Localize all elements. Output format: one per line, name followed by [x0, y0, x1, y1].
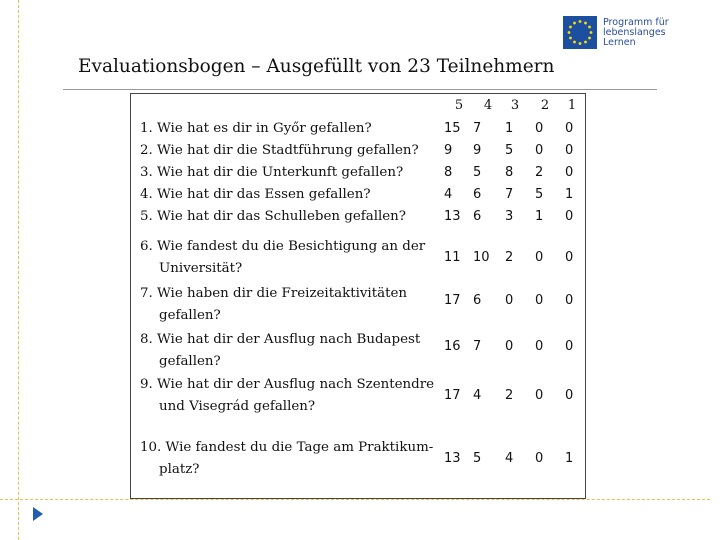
rating-count-2: 5	[535, 187, 544, 202]
question-line: 6. Wie fandest du die Besichtigung an der	[140, 239, 426, 254]
rating-count-4: 6	[473, 209, 482, 224]
question-text	[140, 140, 419, 162]
question-continuation: gefallen?	[159, 354, 221, 369]
rating-count-5: 17	[444, 388, 461, 403]
table-row	[131, 118, 587, 140]
question-text	[140, 283, 407, 327]
rating-count-3: 4	[505, 451, 514, 466]
rating-count-3: 5	[505, 143, 514, 158]
rating-count-2: 0	[535, 250, 544, 265]
page-title: Evaluationsbogen – Ausgefüllt von 23 Teilnehmern	[78, 56, 555, 77]
rating-count-1: 0	[565, 121, 574, 136]
column-header-5: 5	[454, 98, 464, 113]
rating-count-2: 0	[535, 451, 544, 466]
question-line: 4. Wie hat dir das Essen gefallen?	[140, 187, 371, 202]
question-line: 7. Wie haben dir die Freizeitaktivitäten	[140, 286, 408, 301]
rating-count-1: 1	[565, 451, 574, 466]
rating-count-4: 6	[473, 293, 482, 308]
eu-star-icon	[588, 37, 591, 40]
question-continuation: platz?	[159, 462, 200, 477]
table-row	[131, 329, 587, 373]
eu-star-icon	[573, 22, 576, 25]
eu-star-icon	[579, 20, 582, 23]
table-row	[131, 378, 587, 422]
question-line: 3. Wie hat dir die Unterkunft gefallen?	[140, 165, 404, 180]
eu-star-icon	[569, 37, 572, 40]
rating-count-1: 0	[565, 165, 574, 180]
column-header-1: 1	[567, 98, 577, 113]
program-logo	[563, 13, 675, 51]
rating-count-3: 2	[505, 388, 514, 403]
rating-count-3: 8	[505, 165, 514, 180]
question-line: 1. Wie hat es dir in Győr gefallen?	[140, 121, 372, 136]
logo-line-1: Programm für	[603, 17, 669, 28]
table-row	[131, 162, 587, 184]
question-line: 2. Wie hat dir die Stadtführung gefallen?	[140, 143, 419, 158]
rating-count-2: 0	[535, 388, 544, 403]
rating-count-1: 0	[565, 388, 574, 403]
rating-count-3: 0	[505, 339, 514, 354]
question-text	[140, 162, 403, 184]
column-header-4: 4	[483, 98, 493, 113]
eu-star-icon	[584, 41, 587, 44]
rating-count-3: 0	[505, 293, 514, 308]
rating-count-3: 1	[505, 121, 514, 136]
rating-count-2: 0	[535, 143, 544, 158]
rating-count-4: 10	[473, 250, 490, 265]
rating-count-5: 9	[444, 143, 453, 158]
column-header-3: 3	[510, 98, 520, 113]
table-header-row	[131, 94, 587, 120]
question-text	[140, 206, 406, 228]
question-text	[140, 329, 420, 373]
eu-star-icon	[588, 26, 591, 29]
question-text	[140, 437, 433, 481]
rating-count-3: 3	[505, 209, 514, 224]
eu-star-icon	[584, 22, 587, 25]
title-divider	[63, 89, 657, 90]
rating-count-5: 16	[444, 339, 461, 354]
rating-count-4: 5	[473, 165, 482, 180]
rating-count-4: 7	[473, 339, 482, 354]
question-text	[140, 184, 371, 206]
rating-count-1: 0	[565, 339, 574, 354]
evaluation-table	[130, 93, 586, 499]
table-row	[131, 184, 587, 206]
rating-count-2: 0	[535, 339, 544, 354]
play-triangle-icon	[33, 507, 43, 521]
rating-count-1: 0	[565, 250, 574, 265]
rating-count-1: 0	[565, 143, 574, 158]
eu-star-icon	[579, 42, 582, 45]
question-line: 10. Wie fandest du die Tage am Praktikum-	[140, 440, 434, 455]
rating-count-1: 0	[565, 293, 574, 308]
table-row	[131, 441, 587, 485]
rating-count-3: 2	[505, 250, 514, 265]
rating-count-1: 1	[565, 187, 574, 202]
dashed-horizontal-guide	[0, 499, 710, 500]
question-line: 8. Wie hat dir der Ausflug nach Budapest	[140, 332, 421, 347]
logo-line-2: lebenslanges	[603, 27, 666, 38]
question-continuation: gefallen?	[159, 308, 221, 323]
logo-text	[603, 18, 669, 48]
dashed-vertical-guide	[18, 0, 19, 540]
eu-stars-icon	[563, 16, 597, 49]
question-continuation: und Visegrád gefallen?	[159, 399, 316, 414]
rating-count-3: 7	[505, 187, 514, 202]
question-line: 9. Wie hat dir der Ausflug nach Szentendre	[140, 377, 435, 392]
rating-count-5: 13	[444, 451, 461, 466]
question-line: 5. Wie hat dir das Schulleben gefallen?	[140, 209, 406, 224]
table-row	[131, 206, 587, 228]
eu-star-icon	[568, 31, 571, 34]
rating-count-5: 17	[444, 293, 461, 308]
question-text	[140, 374, 434, 418]
eu-star-icon	[573, 41, 576, 44]
rating-count-5: 4	[444, 187, 453, 202]
rating-count-5: 8	[444, 165, 453, 180]
column-header-2: 2	[540, 98, 550, 113]
rating-count-2: 1	[535, 209, 544, 224]
table-row	[131, 140, 587, 162]
question-continuation: Universität?	[159, 261, 243, 276]
rating-count-2: 2	[535, 165, 544, 180]
table-row	[131, 283, 587, 327]
rating-count-4: 4	[473, 388, 482, 403]
eu-star-icon	[590, 31, 593, 34]
rating-count-2: 0	[535, 121, 544, 136]
table-row	[131, 240, 587, 284]
rating-count-5: 15	[444, 121, 461, 136]
question-text	[140, 118, 372, 140]
rating-count-4: 7	[473, 121, 482, 136]
rating-count-4: 9	[473, 143, 482, 158]
question-text	[140, 236, 425, 280]
eu-star-icon	[569, 26, 572, 29]
rating-count-1: 0	[565, 209, 574, 224]
rating-count-4: 5	[473, 451, 482, 466]
rating-count-5: 11	[444, 250, 461, 265]
rating-count-4: 6	[473, 187, 482, 202]
logo-line-3: Lernen	[603, 37, 636, 48]
rating-count-5: 13	[444, 209, 461, 224]
eu-flag-icon	[563, 16, 597, 49]
rating-count-2: 0	[535, 293, 544, 308]
